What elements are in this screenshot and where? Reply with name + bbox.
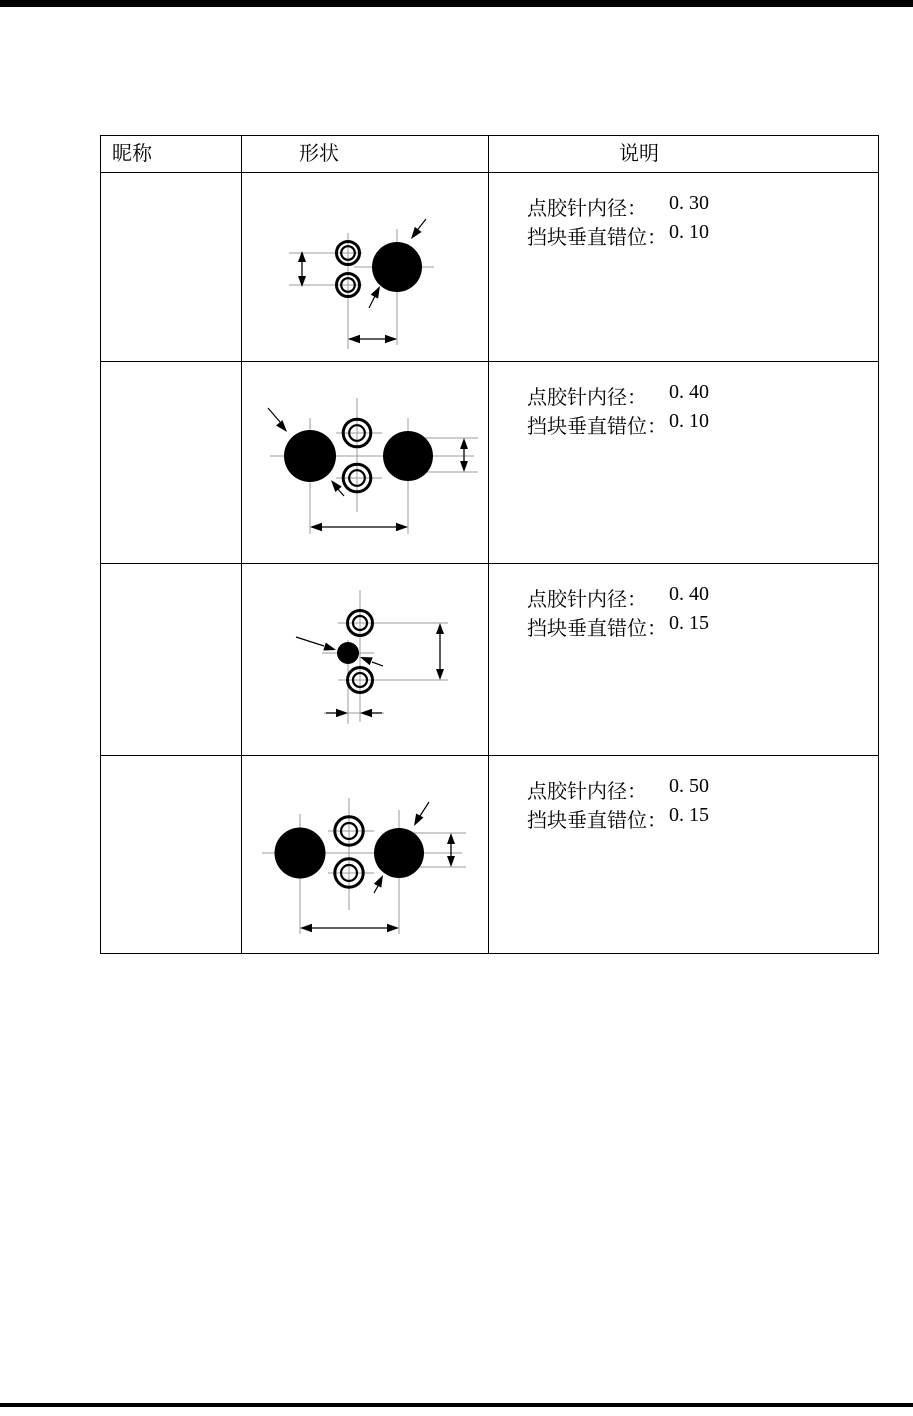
leader-arrow (268, 408, 290, 435)
dimension-arrowhead-icon (447, 833, 455, 844)
horizontal-dimension (310, 523, 408, 531)
spec-table (100, 135, 879, 954)
leader-arrow (408, 219, 426, 242)
description-cell (489, 564, 879, 756)
dimension-arrowhead-icon (460, 438, 468, 449)
table-row (101, 362, 879, 564)
horizontal-dimension (300, 924, 399, 932)
dimension-arrowhead-icon (436, 623, 444, 634)
spec-value: 0. 10 (669, 410, 709, 432)
dimension-arrowhead-icon (385, 335, 397, 343)
spec-label: 挡块垂直错位： (527, 416, 667, 438)
spec-label: 点胶针内径： (527, 589, 647, 611)
table-row (101, 564, 879, 756)
dimension-arrowhead-icon (310, 523, 322, 531)
filled-circle (284, 430, 336, 482)
spec-value: 0. 10 (669, 221, 709, 243)
spec-value: 0. 15 (669, 804, 709, 826)
shape-diagram-row1 (242, 173, 489, 359)
spec-value: 0. 50 (669, 775, 709, 797)
leader-arrowhead-icon (328, 477, 342, 492)
nickname-cell (101, 564, 242, 756)
leader-arrow (296, 637, 337, 654)
guide-lines (289, 229, 434, 349)
spec-line (489, 775, 878, 804)
dimension-arrowhead-icon (387, 924, 399, 932)
filled-circle (337, 642, 359, 664)
filled-circle (372, 242, 422, 292)
spec-line (489, 612, 878, 641)
header-cell-shape: 形状 (242, 136, 489, 173)
leader-arrowhead-icon (410, 813, 423, 828)
shape-cell (242, 564, 489, 756)
spec-value: 0. 40 (669, 583, 709, 605)
filled-circle (374, 828, 424, 878)
table-row (101, 173, 879, 362)
dimension-arrowhead-icon (436, 669, 444, 680)
horizontal-dimension (348, 335, 397, 343)
vertical-dimension (447, 833, 455, 867)
spec-line (489, 192, 878, 221)
spec-value: 0. 40 (669, 381, 709, 403)
spec-line (489, 221, 878, 250)
header-cell-description: 说明 (489, 136, 879, 173)
dimension-arrowhead-icon (300, 924, 312, 932)
description-cell (489, 173, 879, 362)
filled-circle (275, 828, 326, 879)
spec-line (489, 804, 878, 833)
vertical-dimension (460, 438, 468, 472)
vertical-dimension (298, 251, 306, 287)
leader-arrowhead-icon (358, 653, 372, 665)
dimension-arrowhead-icon (447, 856, 455, 867)
dimension-arrowhead-icon (336, 709, 348, 717)
leader-arrowhead-icon (323, 642, 337, 654)
dimension-arrowhead-icon (396, 523, 408, 531)
shape-cell (242, 173, 489, 362)
nickname-cell (101, 173, 242, 362)
dimension-arrowhead-icon (460, 461, 468, 472)
table-row (101, 756, 879, 954)
spec-line (489, 583, 878, 612)
spec-label: 挡块垂直错位： (527, 227, 667, 249)
spec-label: 点胶针内径： (527, 198, 647, 220)
description-cell (489, 756, 879, 954)
leader-arrow (328, 477, 344, 496)
spec-line (489, 410, 878, 439)
header-cell-nickname: 昵称 (101, 136, 242, 173)
filled-circle (383, 431, 433, 481)
header-row (101, 136, 879, 173)
spec-label: 挡块垂直错位： (527, 810, 667, 832)
leader-arrow (374, 873, 387, 893)
dimension-arrowhead-icon (348, 335, 360, 343)
dimension-arrowhead-icon (360, 709, 372, 717)
leader-arrowhead-icon (408, 227, 422, 242)
leader-arrow (369, 284, 384, 308)
shape-cell (242, 756, 489, 954)
shape-cell (242, 362, 489, 564)
spec-label: 点胶针内径： (527, 387, 647, 409)
shape-diagram-row2 (242, 362, 489, 561)
spec-value: 0. 30 (669, 192, 709, 214)
page-bottom-rule (0, 1403, 913, 1407)
spec-label: 点胶针内径： (527, 781, 647, 803)
spec-value: 0. 15 (669, 612, 709, 634)
nickname-cell (101, 362, 242, 564)
leader-arrowhead-icon (276, 420, 290, 435)
leader-arrow (358, 653, 383, 666)
spec-line (489, 381, 878, 410)
page-top-rule (0, 0, 913, 7)
shape-diagram-row4 (242, 756, 489, 951)
leader-arrowhead-icon (374, 873, 387, 888)
shape-diagram-row3 (242, 564, 489, 753)
description-cell (489, 362, 879, 564)
nickname-cell (101, 756, 242, 954)
spec-label: 挡块垂直错位： (527, 618, 667, 640)
vertical-dimension (436, 623, 444, 680)
leader-arrow (410, 802, 429, 828)
